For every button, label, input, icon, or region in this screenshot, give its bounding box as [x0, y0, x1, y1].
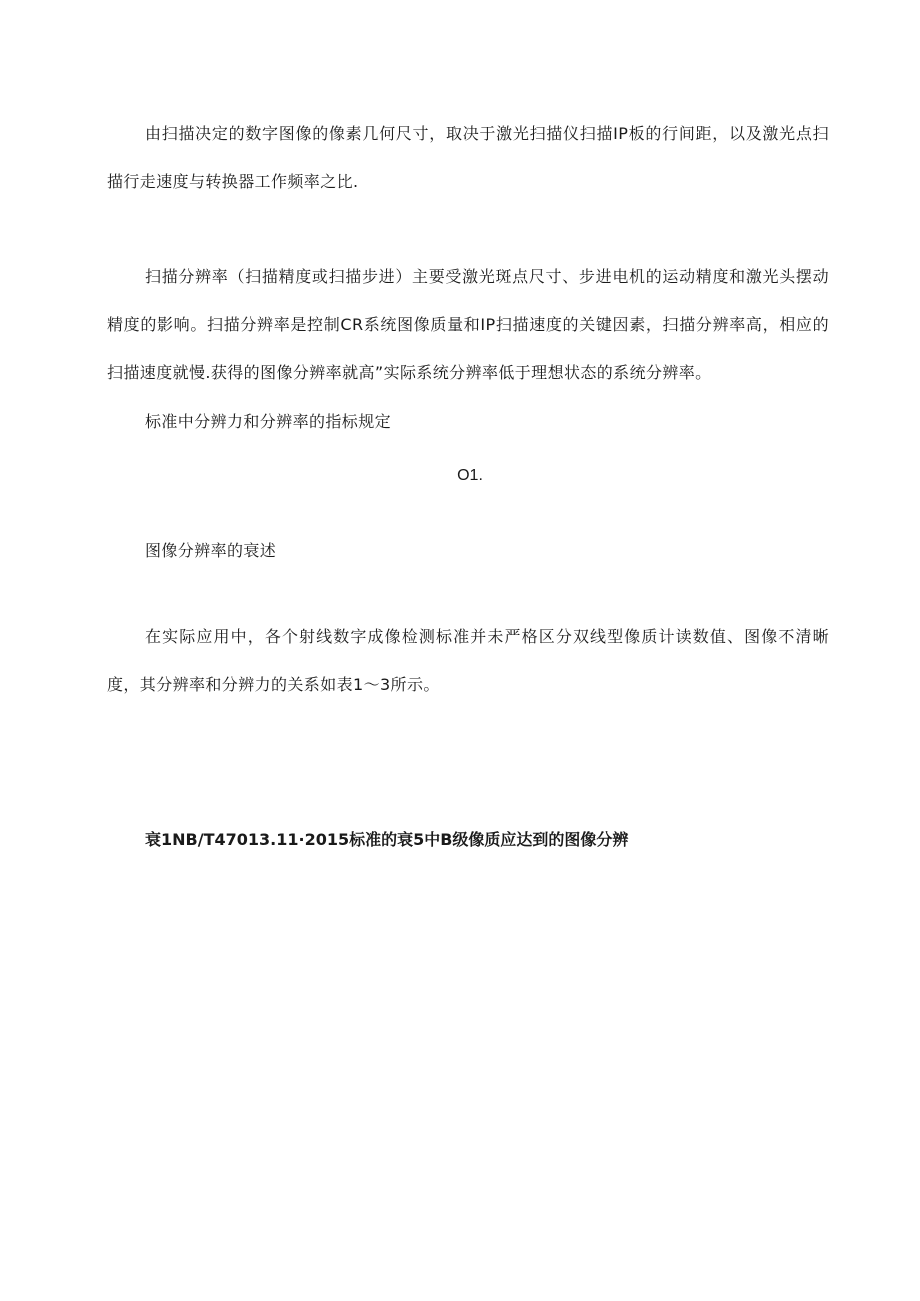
section-marker: O1.	[457, 467, 483, 484]
heading-image-resolution: 图像分辨率的衰述	[145, 541, 277, 560]
heading-standard-indicators: 标准中分辨力和分辨率的指标规定	[145, 412, 392, 431]
paragraph-practical-application: 在实际应用中，各个射线数字成像检测标准并未严格区分双线型像质计读数值、图像不清晰度，其分辨率和分辨力的关系如表1～3所示。	[107, 627, 829, 694]
paragraph-scan-resolution: 扫描分辨率（扫描精度或扫描步进）主要受激光斑点尺寸、步进电机的运动精度和激光头摆动精度的影响。扫描分辨率是控制CR系统图像质量和IP扫描速度的关键因素，扫描分辨率高，相应的扫描速度就慢.获得的图像分辨率就高”实际系统分辨率低于理想状态的系统分辨率。	[107, 267, 829, 382]
table-caption: 衰1NB/T47013.11·2015标准的衰5中B级像质应达到的图像分辨	[145, 830, 629, 849]
paragraph-pixel-size: 由扫描决定的数字图像的像素几何尺寸，取决于激光扫描仪扫描IP板的行间距，以及激光点扫描行走速度与转换器工作频率之比.	[107, 124, 829, 191]
